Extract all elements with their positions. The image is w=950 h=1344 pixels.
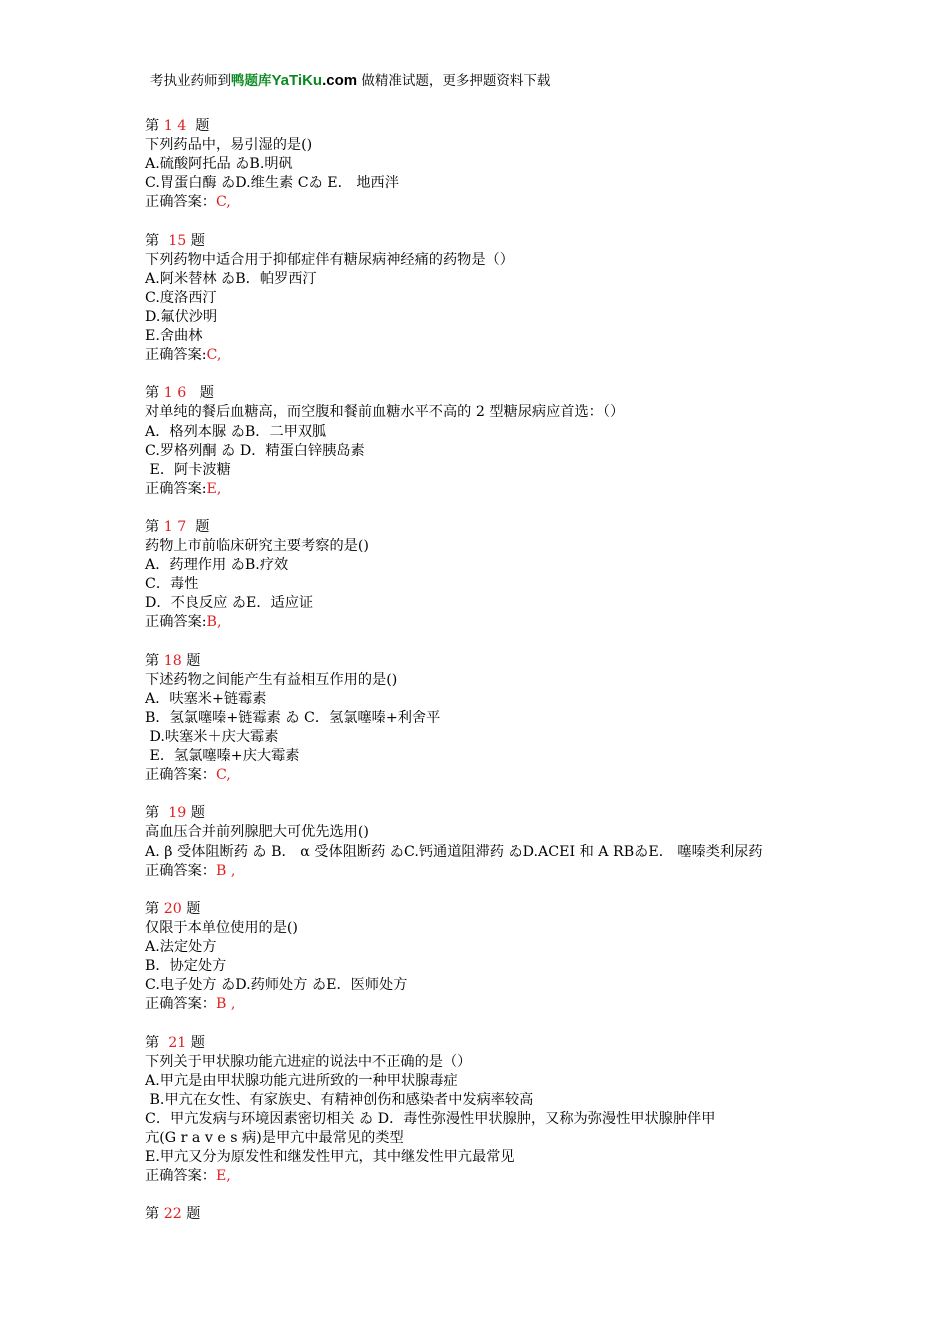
answer-label: 正确答案： [145, 862, 216, 879]
answer-value: E, [215, 1168, 231, 1185]
question-label-prefix: 第 [145, 805, 169, 822]
question-option: C.胃蛋白酶 ゐD.维生素 Cゐ E． 地西泮 [145, 175, 399, 192]
question-option: A.法定处方 [145, 939, 217, 956]
answer-line [145, 862, 845, 881]
answer-value: B , [215, 862, 236, 879]
question-option: A．呋塞米+链霉素 [145, 690, 267, 707]
question-label-suffix: 题 [181, 900, 201, 917]
question-number: 19 [168, 805, 187, 822]
question-title [145, 1205, 845, 1224]
question-option: C.罗格列酮 ゐ D．精蛋白锌胰岛素 [145, 442, 365, 459]
question-option: B.甲亢在女性、有家族史、有精神创伤和感染者中发病率较高 [145, 1091, 534, 1108]
question-option: D．不良反应 ゐE．适应证 [145, 595, 314, 612]
answer-label: 正确答案： [145, 767, 216, 784]
answer-line [145, 613, 845, 632]
question-option: A．药理作用 ゐB.疗效 [145, 557, 289, 574]
answer-label: 正确答案： [145, 996, 216, 1013]
question-block [145, 117, 845, 212]
question-label-suffix: 题 [186, 385, 214, 402]
question-option: E.舍曲林 [145, 328, 203, 345]
answer-value: C, [206, 347, 222, 364]
question-title [145, 1034, 845, 1053]
answer-line [145, 995, 845, 1014]
question-stem: 药物上市前临床研究主要考察的是() [145, 538, 369, 555]
question-option: C.电子处方 ゐD.药师处方 ゐE．医师处方 [145, 977, 408, 994]
question-label-prefix: 第 [145, 1034, 169, 1051]
question-block [145, 804, 845, 880]
question-block [145, 1205, 845, 1224]
question-option: A.甲亢是由甲状腺功能亢进所致的一种甲状腺毒症 [145, 1072, 458, 1089]
question-number: 15 [168, 232, 187, 249]
question-stem: 下列药品中，易引湿的是() [145, 137, 313, 154]
question-stem: 仅限于本单位使用的是() [145, 919, 298, 936]
question-option: C．毒性 [145, 576, 199, 593]
answer-line [145, 346, 845, 365]
question-block [145, 518, 845, 633]
question-label-suffix: 题 [181, 1206, 201, 1223]
question-title [145, 232, 845, 251]
question-number: 1 4 [163, 118, 187, 134]
question-option: A．格列本脲 ゐB．二甲双胍 [145, 423, 327, 440]
answer-label: 正确答案: [145, 347, 207, 364]
question-label-prefix: 第 [145, 900, 164, 917]
question-label-suffix: 题 [186, 1034, 205, 1051]
question-option: 亢(G r a v e s 病)是甲亢中最常见的类型 [145, 1129, 404, 1146]
question-label-suffix: 题 [186, 805, 205, 822]
header-suffix: 做精准试题，更多押题资料下载 [357, 73, 551, 89]
question-label-prefix: 第 [145, 232, 169, 249]
question-option: A. β 受体阻断药 ゐ B． α 受体阻断药 ゐC.钙通道阻滞药 ゐD.ACEI 和 A RBゐE． 噻嗪类利尿药 [145, 843, 763, 860]
question-label-suffix: 题 [186, 232, 205, 249]
brand-name-en: YaTiKu [271, 72, 323, 89]
question-title [145, 900, 845, 919]
question-block [145, 232, 845, 366]
answer-value: B, [206, 614, 222, 631]
question-title [145, 804, 845, 823]
question-option: D.氟伏沙明 [145, 308, 218, 325]
question-label-suffix: 题 [181, 652, 201, 669]
question-number: 20 [163, 900, 182, 917]
question-list [145, 117, 845, 1244]
question-label-prefix: 第 [145, 652, 164, 669]
question-label-prefix: 第 [145, 118, 164, 134]
answer-line [145, 766, 845, 785]
question-stem: 对单纯的餐后血糖高，而空腹和餐前血糖水平不高的 2 型糖尿病应首选：（） [145, 404, 625, 421]
question-label-suffix: 题 [186, 118, 210, 134]
question-number: 1 6 [163, 385, 187, 402]
question-label-suffix: 题 [186, 518, 210, 535]
question-option: A.硫酸阿托品 ゐB.明矾 [145, 156, 293, 173]
question-number: 21 [168, 1034, 187, 1051]
question-number: 22 [163, 1206, 182, 1223]
answer-label: 正确答案： [145, 1168, 216, 1185]
answer-value: C, [215, 767, 231, 784]
question-option: B．氢氯噻嗪+链霉素 ゐ C．氢氯噻嗪+利舍平 [145, 709, 441, 726]
question-stem: 下述药物之间能产生有益相互作用的是() [145, 671, 398, 688]
question-stem: 高血压合并前列腺肥大可优先选用() [145, 824, 369, 841]
question-option: B．协定处方 [145, 958, 227, 975]
question-option: C．甲亢发病与环境因素密切相关 ゐ D．毒性弥漫性甲状腺肿，又称为弥漫性甲状腺肿伴甲 [145, 1110, 716, 1127]
answer-label: 正确答案： [145, 194, 216, 211]
question-number: 18 [163, 652, 182, 669]
question-label-prefix: 第 [145, 1206, 164, 1223]
answer-label: 正确答案: [145, 480, 207, 497]
brand-domain-suffix: .com [322, 72, 358, 89]
answer-label: 正确答案: [145, 614, 207, 631]
brand-name-cn: 鸭题库 [231, 73, 272, 89]
question-number: 1 7 [163, 518, 187, 535]
header-prefix: 考执业药师到 [150, 73, 231, 89]
question-option: C.度洛西汀 [145, 289, 217, 306]
question-title [145, 384, 845, 403]
question-title [145, 518, 845, 537]
question-option: A.阿米替林 ゐB．帕罗西汀 [145, 270, 317, 287]
question-option: E．氢氯噻嗪+庆大霉素 [145, 748, 300, 765]
question-block [145, 384, 845, 499]
question-option: E．阿卡波糖 [145, 461, 231, 478]
question-title [145, 117, 845, 136]
question-title [145, 652, 845, 671]
question-block [145, 652, 845, 786]
question-block [145, 1034, 845, 1187]
question-block [145, 900, 845, 1015]
answer-line [145, 1167, 845, 1186]
answer-value: E, [206, 480, 222, 497]
question-stem: 下列药物中适合用于抑郁症伴有糖尿病神经痛的药物是（） [145, 251, 514, 268]
question-stem: 下列关于甲状腺功能亢进症的说法中不正确的是（） [145, 1053, 472, 1070]
answer-value: B , [215, 996, 236, 1013]
page-header [150, 72, 550, 90]
answer-line [145, 480, 845, 499]
question-option: D.呋塞米＋庆大霉素 [145, 729, 279, 745]
question-option: E.甲亢又分为原发性和继发性甲亢，其中继发性甲亢最常见 [145, 1149, 515, 1166]
answer-line [145, 193, 845, 212]
question-label-prefix: 第 [145, 385, 164, 402]
question-label-prefix: 第 [145, 518, 164, 535]
answer-value: C, [215, 194, 231, 211]
